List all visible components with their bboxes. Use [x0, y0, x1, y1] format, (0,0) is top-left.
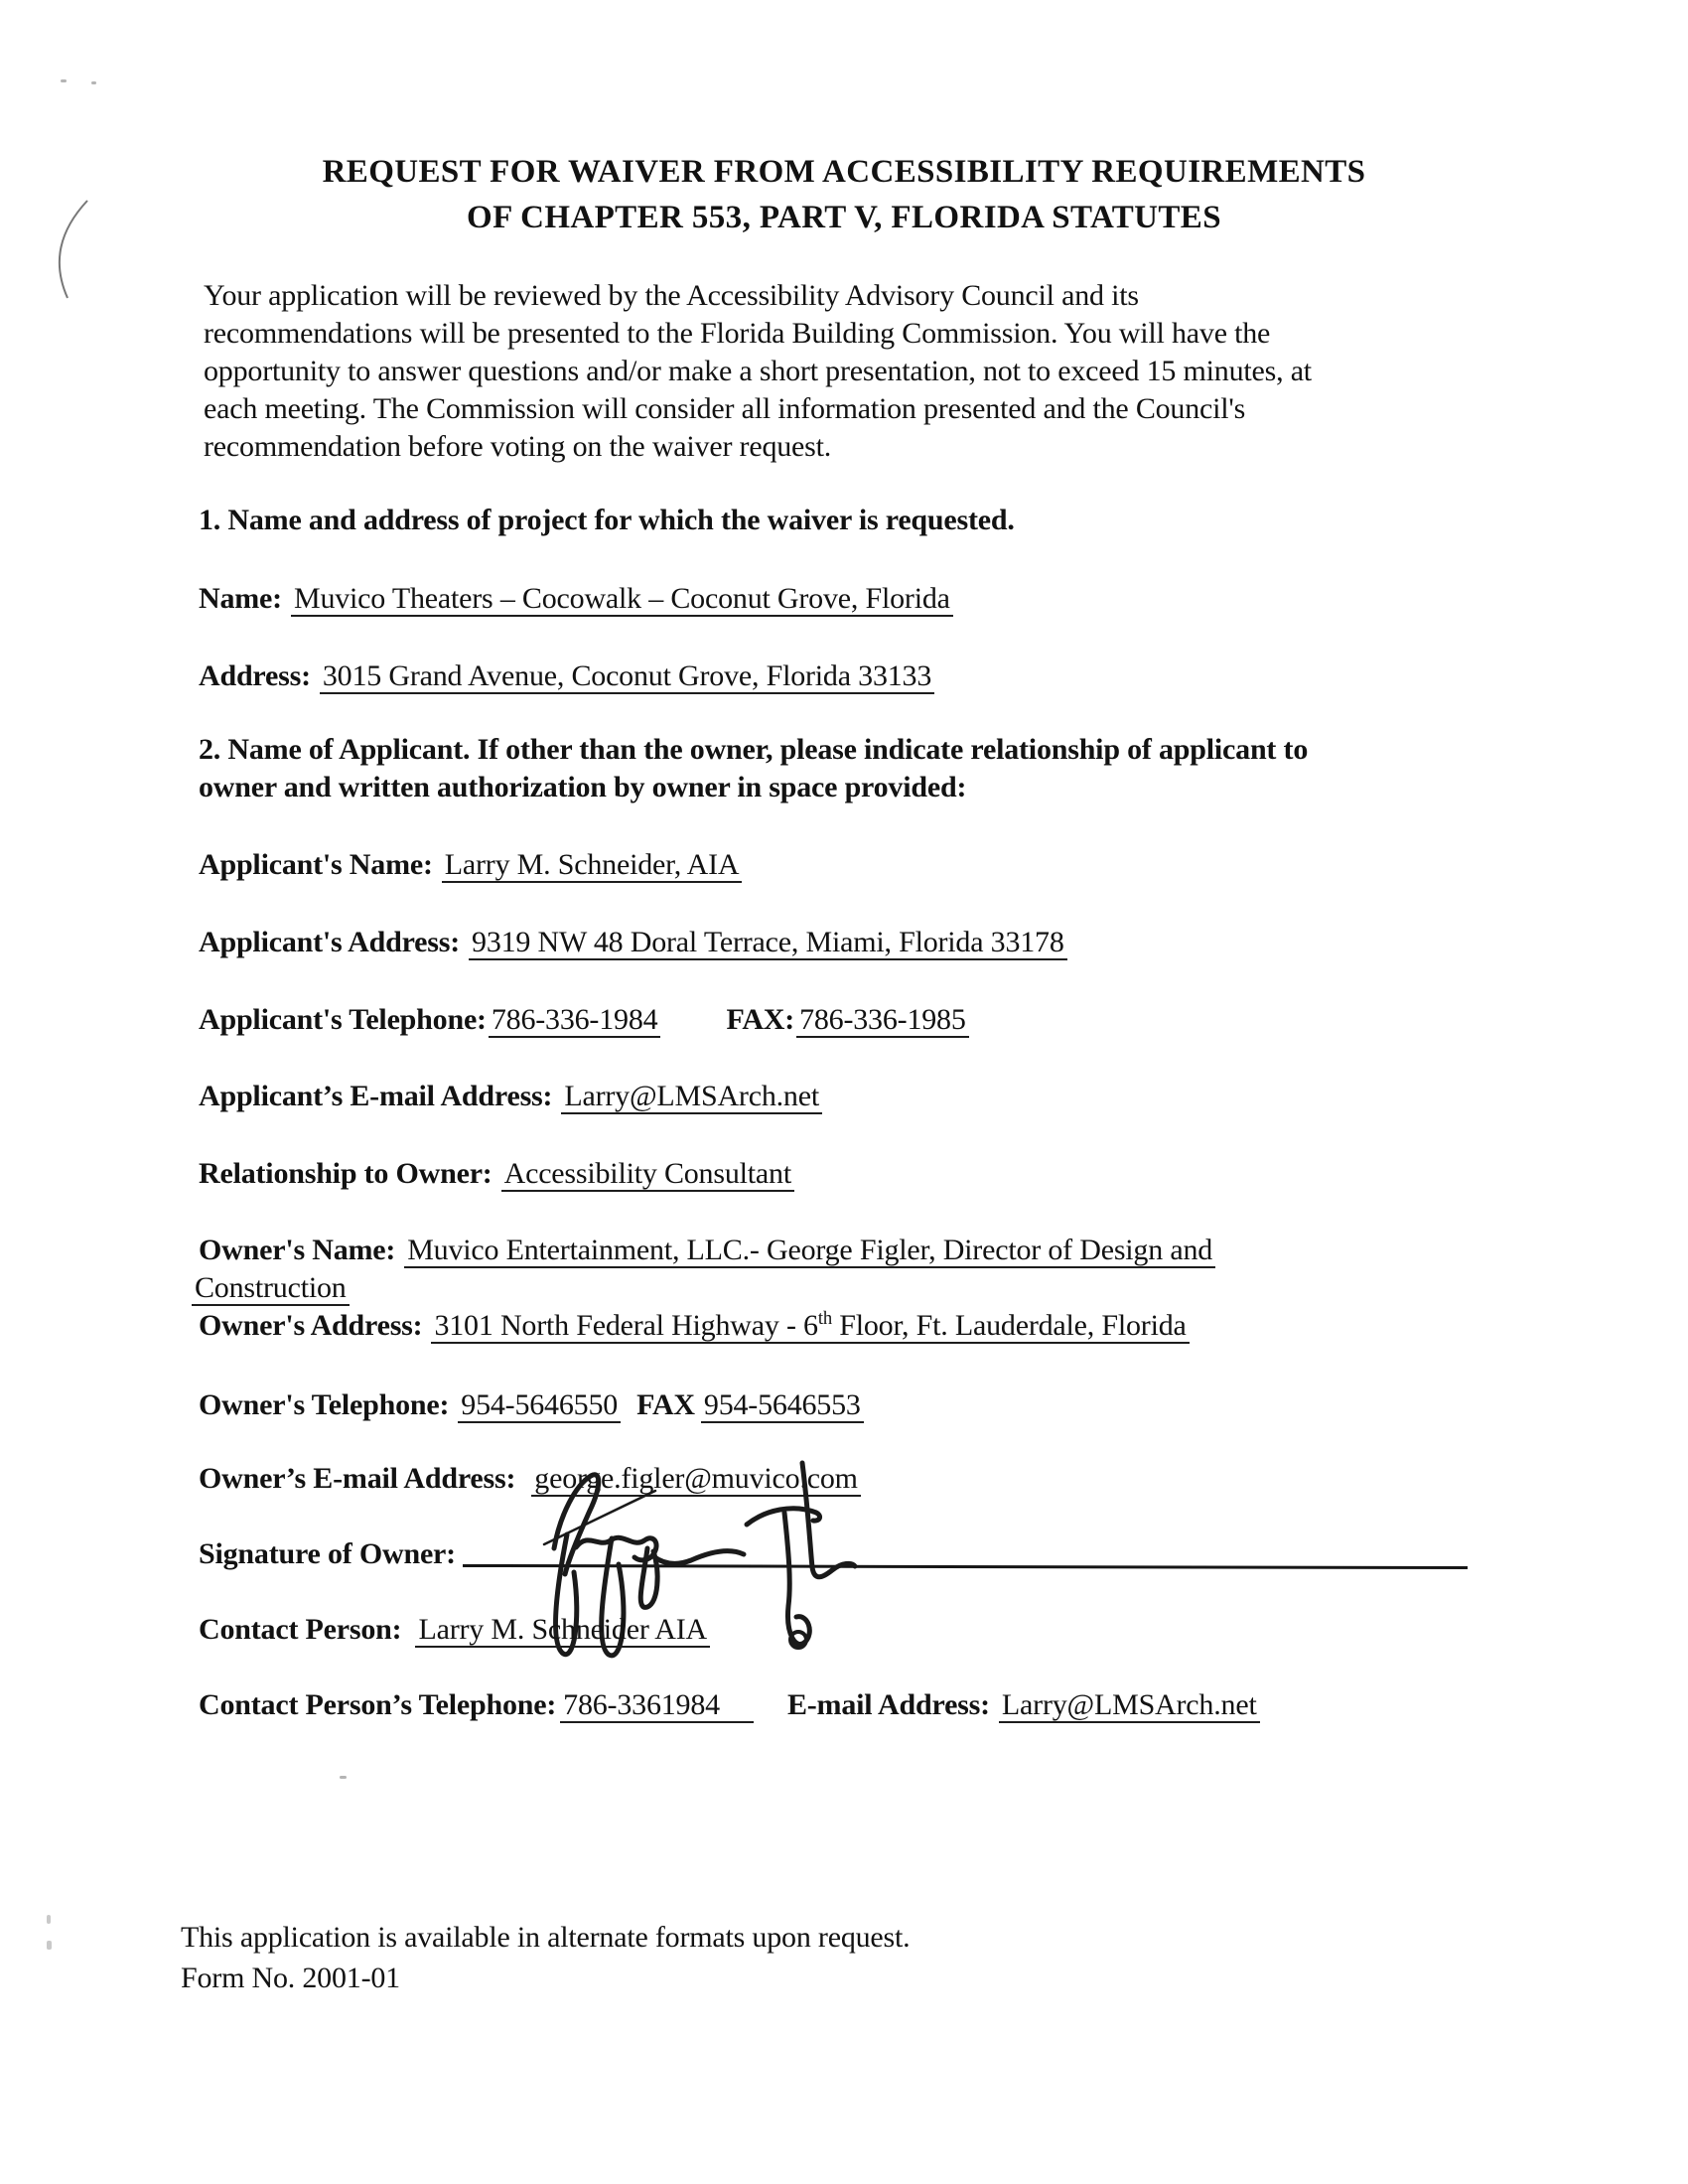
owner-name-label: Owner's Name: [199, 1234, 396, 1266]
intro-paragraph [204, 277, 1312, 466]
owner-email-label: Owner’s E-mail Address: [199, 1462, 516, 1495]
contact-telephone-value: 786-3361984 [560, 1688, 754, 1723]
intro-line: Your application will be reviewed by the Accessibility Advisory Council and its [204, 279, 1139, 312]
field-signature-of-owner [199, 1535, 456, 1573]
applicant-fax-value: 786-336-1985 [796, 1003, 969, 1038]
owner-email-value: george.figler@muvico.com [531, 1462, 861, 1497]
scan-speck [91, 81, 96, 84]
document-title [0, 149, 1688, 240]
section1-heading: 1. Name and address of project for which the waiver is requested. [199, 504, 1015, 536]
signature-label: Signature of Owner: [199, 1537, 456, 1570]
project-address-label: Address: [199, 659, 311, 692]
field-project-name [199, 580, 953, 618]
section2-heading-line1: 2. Name of Applicant. If other than the owner, please indicate relationship of applicant to [199, 733, 1309, 766]
intro-line: recommendations will be presented to the Florida Building Commission. You will have the [204, 317, 1271, 350]
applicant-email-value: Larry@LMSArch.net [561, 1080, 822, 1114]
contact-email-value: Larry@LMSArch.net [999, 1688, 1260, 1723]
scan-speck [47, 1915, 51, 1924]
contact-telephone-label: Contact Person’s Telephone: [199, 1688, 557, 1721]
intro-line: opportunity to answer questions and/or make a short presentation, not to exceed 15 minutes, at [204, 355, 1312, 387]
field-applicant-name [199, 846, 742, 884]
owner-name-value-line1: Muvico Entertainment, LLC.- George Figler, Director of Design and [404, 1234, 1215, 1268]
owner-telephone-label: Owner's Telephone: [199, 1388, 450, 1421]
footer-line1: This application is available in alternate formats upon request. [181, 1921, 911, 1954]
owner-address-post: Floor, Ft. Lauderdale, Florida [831, 1309, 1187, 1342]
intro-line: recommendation before voting on the waiver request. [204, 430, 832, 463]
field-contact-telephone [199, 1686, 1260, 1724]
applicant-fax-label: FAX: [726, 1003, 795, 1036]
applicant-email-label: Applicant’s E-mail Address: [199, 1080, 553, 1112]
document-footer [181, 1917, 910, 1998]
scan-speck [61, 79, 67, 82]
project-address-value: 3015 Grand Avenue, Coconut Grove, Florida 33133 [320, 659, 934, 694]
section2-heading [199, 731, 1308, 806]
project-name-value: Muvico Theaters – Cocowalk – Coconut Grove, Florida [291, 582, 953, 617]
owner-address-value [431, 1309, 1189, 1344]
owner-telephone-value: 954-5646550 [458, 1388, 621, 1423]
field-contact-person [199, 1611, 710, 1649]
relationship-label: Relationship to Owner: [199, 1157, 492, 1190]
field-applicant-address [199, 924, 1067, 961]
owner-address-label: Owner's Address: [199, 1309, 423, 1342]
field-project-address [199, 657, 934, 695]
owner-name-value-line2: Construction [192, 1271, 350, 1306]
field-relationship [199, 1155, 794, 1193]
owner-fax-value: 954-5646553 [701, 1388, 864, 1423]
applicant-name-label: Applicant's Name: [199, 848, 433, 881]
field-applicant-telephone [199, 1001, 969, 1039]
scan-speck [47, 1941, 52, 1950]
applicant-address-label: Applicant's Address: [199, 926, 461, 958]
document-title-line2: OF CHAPTER 553, PART V, FLORIDA STATUTES [467, 200, 1221, 235]
owner-address-sup: th [817, 1308, 832, 1329]
field-owner-name [199, 1232, 1215, 1269]
applicant-address-value: 9319 NW 48 Doral Terrace, Miami, Florida 33178 [469, 926, 1067, 960]
footer-line2: Form No. 2001-01 [181, 1962, 400, 1994]
owner-fax-label: FAX [636, 1388, 695, 1421]
applicant-name-value: Larry M. Schneider, AIA [442, 848, 743, 883]
scan-speck [340, 1776, 347, 1779]
contact-person-label: Contact Person: [199, 1613, 402, 1646]
document-title-line1: REQUEST FOR WAIVER FROM ACCESSIBILITY REQUIREMENTS [322, 154, 1366, 190]
applicant-telephone-value: 786-336-1984 [489, 1003, 661, 1038]
contact-person-value: Larry M. Schneider AIA [415, 1613, 710, 1648]
project-name-label: Name: [199, 582, 282, 615]
contact-email-label: E-mail Address: [786, 1688, 990, 1721]
intro-line: each meeting. The Commission will consider all information presented and the Council's [204, 392, 1246, 425]
relationship-value: Accessibility Consultant [501, 1157, 794, 1192]
field-owner-name-wrap [192, 1269, 350, 1307]
section2-heading-line2: owner and written authorization by owner in space provided: [199, 771, 967, 803]
field-owner-address [199, 1307, 1190, 1345]
field-applicant-email [199, 1078, 822, 1115]
owner-address-pre: 3101 North Federal Highway - 6 [434, 1309, 818, 1342]
applicant-telephone-label: Applicant's Telephone: [199, 1003, 487, 1036]
scan-artifact-parenthesis [42, 195, 101, 304]
